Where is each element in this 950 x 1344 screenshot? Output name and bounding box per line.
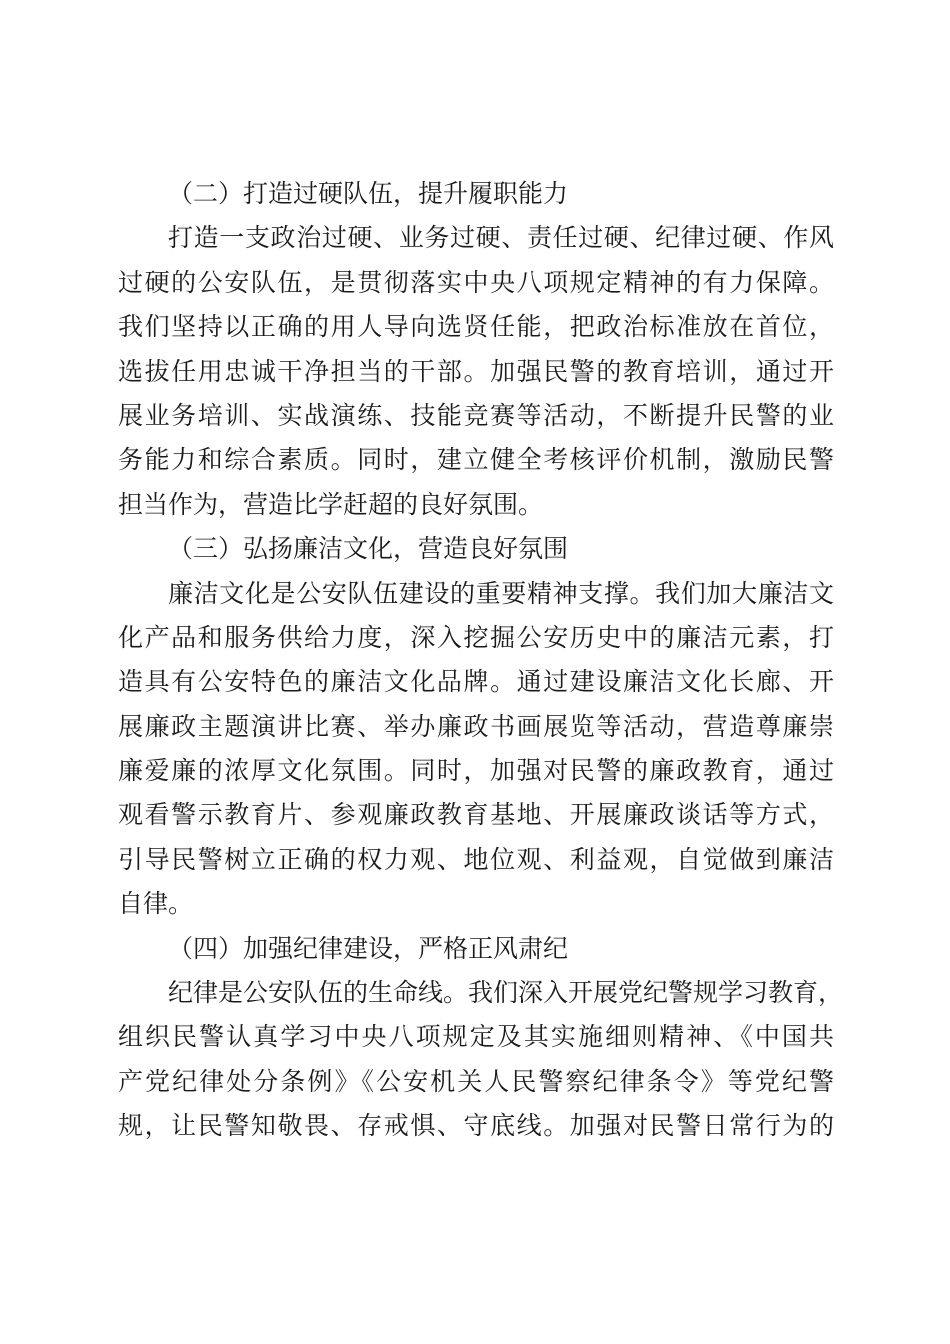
body-line: 过硬的公安队伍，是贯彻落实中央八项规定精神的有力保障。: [118, 269, 834, 297]
body-line: 廉爱廉的浓厚文化氛围。同时，加强对民警的廉政教育，通过: [118, 758, 834, 786]
section-3: [118, 528, 834, 928]
body-line: 自律。: [118, 891, 194, 919]
body-line: 展廉政主题演讲比赛、举办廉政书画展览等活动，营造尊廉崇: [118, 713, 834, 741]
body-line: 组织民警认真学习中央八项规定及其实施细则精神、《中国共: [118, 1024, 834, 1052]
body-line: 化产品和服务供给力度，深入挖掘公安历史中的廉洁元素，打: [118, 624, 834, 652]
body-line: 引导民警树立正确的权力观、地位观、利益观，自觉做到廉洁: [118, 846, 834, 874]
section-heading: （二）打造过硬队伍，提升履职能力: [168, 181, 569, 208]
body-line: 观看警示教育片、参观廉政教育基地、开展廉政谈话等方式，: [118, 802, 834, 830]
body-line: 纪律是公安队伍的生命线。我们深入开展党纪警规学习教育，: [168, 980, 844, 1008]
body-line: 务能力和综合素质。同时，建立健全考核评价机制，激励民警: [118, 447, 834, 475]
body-line: 选拔任用忠诚干净担当的干部。加强民警的教育培训，通过开: [118, 358, 834, 386]
body-line: 展业务培训、实战演练、技能竞赛等活动，不断提升民警的业: [118, 402, 834, 430]
body-line: 产党纪律处分条例》《公安机关人民警察纪律条令》等党纪警: [118, 1068, 834, 1096]
body-line: 打造一支政治过硬、业务过硬、责任过硬、纪律过硬、作风: [168, 225, 834, 253]
section-heading: （三）弘扬廉洁文化，营造良好氛围: [168, 536, 569, 564]
section-2: [118, 173, 834, 528]
section-heading: （四）加强纪律建设，严格正风肃纪: [168, 935, 569, 963]
body-line: 担当作为，营造比学赶超的良好氛围。: [118, 491, 544, 519]
body-line: 我们坚持以正确的用人导向选贤任能，把政治标准放在首位，: [118, 314, 834, 342]
body-line: 廉洁文化是公安队伍建设的重要精神支撑。我们加大廉洁文: [168, 580, 834, 608]
body-line: 造具有公安特色的廉洁文化品牌。通过建设廉洁文化长廊、开: [118, 669, 834, 697]
text-content: [118, 173, 844, 1150]
section-4: [118, 928, 844, 1150]
body-line: 规，让民警知敬畏、存戒惧、守底线。加强对民警日常行为的: [118, 1113, 834, 1141]
